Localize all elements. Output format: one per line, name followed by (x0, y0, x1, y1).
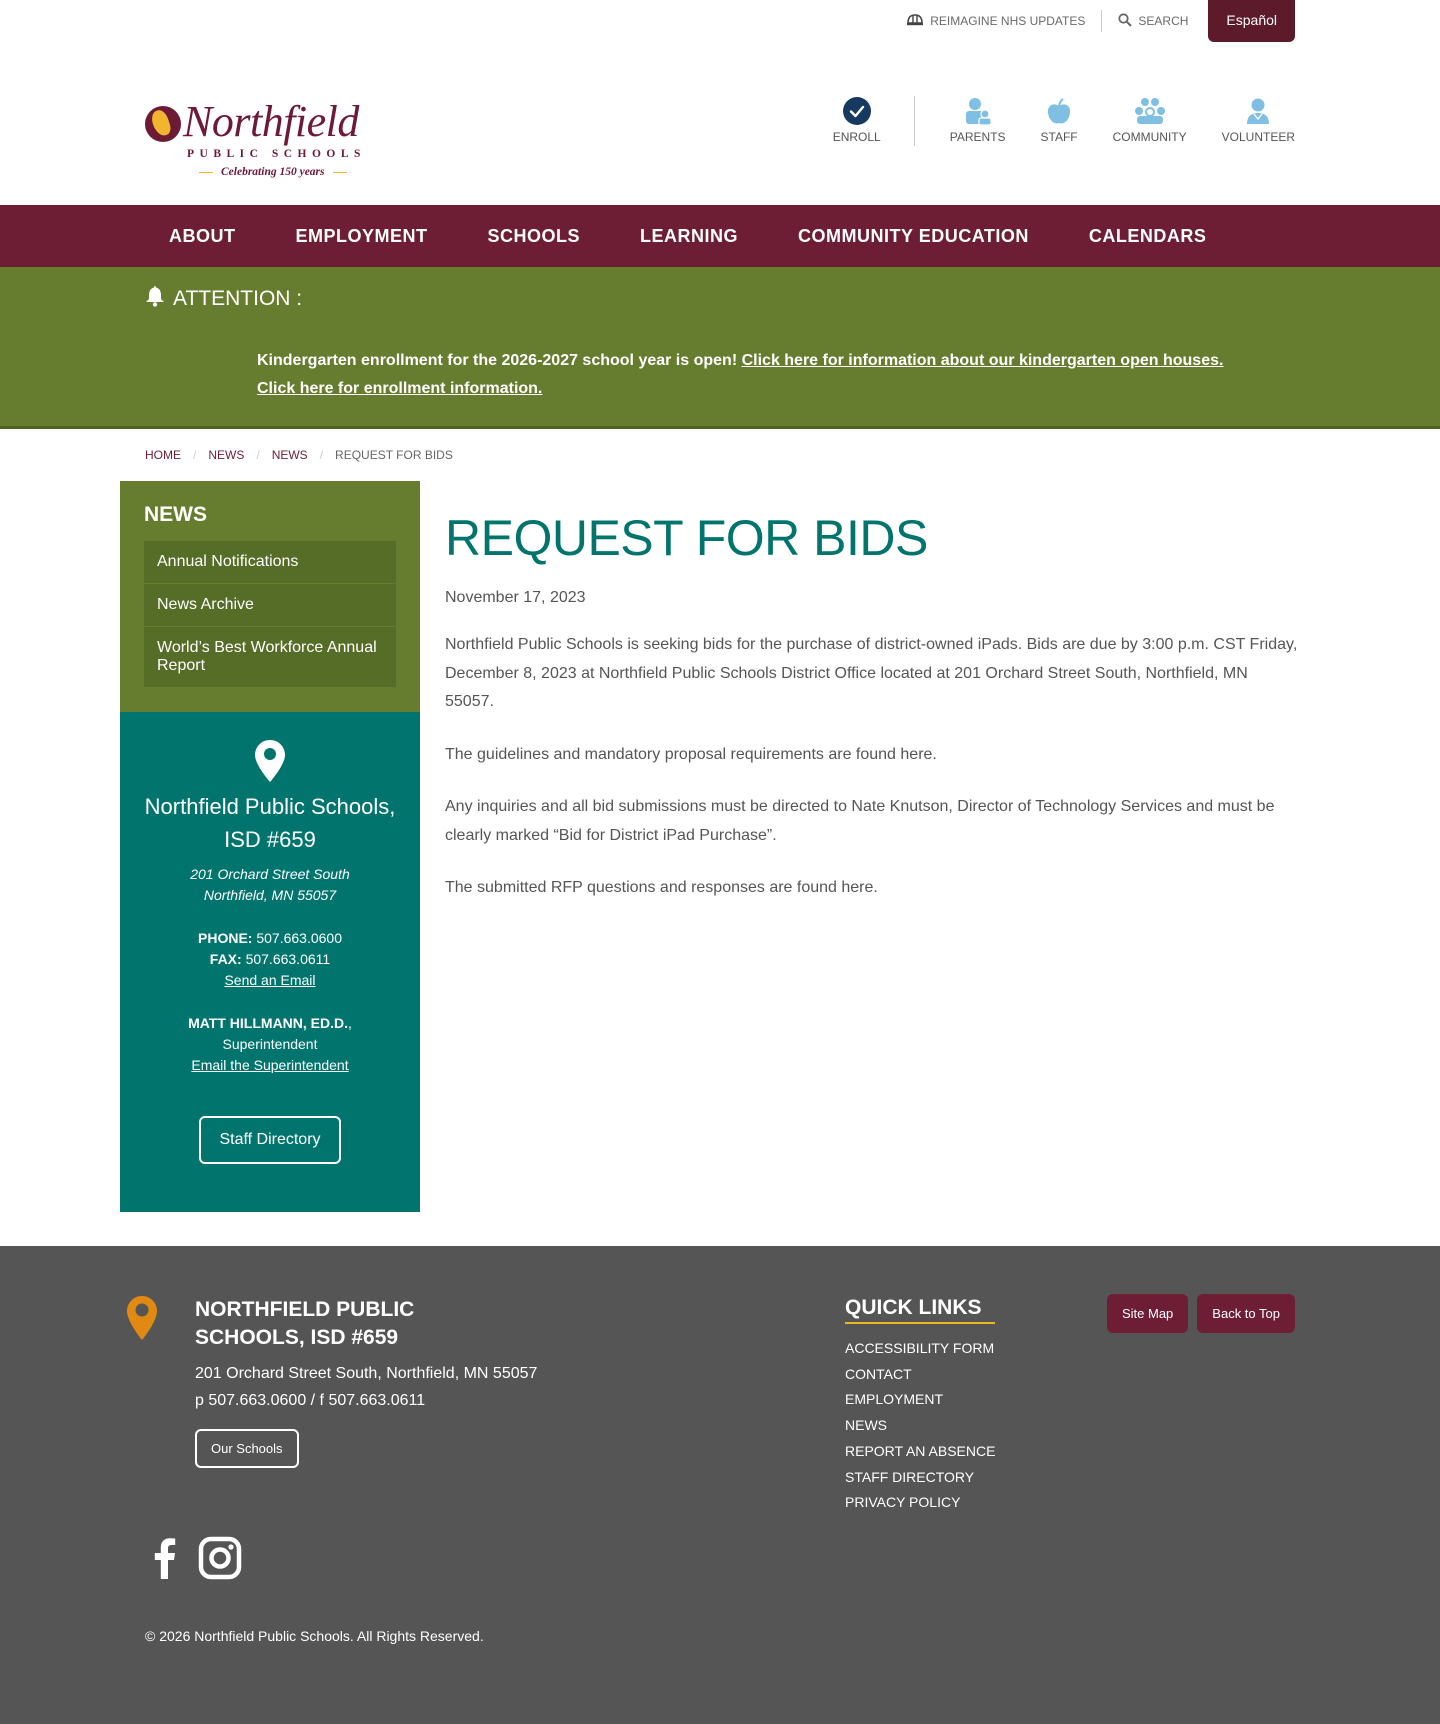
check-circle-icon (842, 96, 872, 126)
article (445, 481, 1300, 903)
nav-schools[interactable]: SCHOOLS (487, 225, 581, 246)
phone-label: PHONE: (198, 930, 253, 946)
superintendent-title: Superintendent (222, 1036, 318, 1052)
audience-parents[interactable] (950, 96, 1006, 144)
page-content (0, 481, 1440, 1246)
fax-value: 507.663.0611 (241, 951, 331, 967)
audience-volunteer[interactable] (1222, 96, 1295, 144)
article-paragraph: Northfield Public Schools is seeking bids for the purchase of district-owned iPads. Bids are due by 3:00 p.m. CST Friday, December 8, 2023 at Northfield Public Schools District Office located at 201 Orchard Street South, Northfield, MN 55057. (445, 636, 1298, 710)
alert-title-text: ATTENTION : (173, 287, 303, 310)
back-to-top-button[interactable]: Back to Top (1197, 1294, 1295, 1333)
logo-wordmark: Northfield (183, 97, 359, 146)
audience-label: STAFF (1040, 130, 1078, 144)
breadcrumb-news-sub[interactable]: NEWS (271, 448, 308, 462)
audience-staff[interactable] (1041, 96, 1078, 144)
quick-links (845, 1296, 995, 1516)
sidebar-contact-card (120, 712, 420, 1212)
quick-link-contact[interactable]: CONTACT (845, 1365, 912, 1382)
article-paragraph: The guidelines and mandatory proposal requirements are found here. (445, 745, 937, 763)
alert-title (145, 285, 302, 313)
footer-address (195, 1360, 537, 1414)
volunteer-icon (1243, 96, 1273, 126)
contact-address (140, 864, 400, 906)
map-pin-icon (127, 1296, 157, 1345)
footer-phones: p 507.663.0600 / f 507.663.0611 (195, 1392, 426, 1409)
alert-message-text: Kindergarten enrollment for the 2026-2027 school year is open! (257, 352, 742, 369)
audience-divider (914, 96, 915, 146)
fax-label: FAX: (209, 951, 242, 967)
contact-org-name: Northfield Public Schools, ISD #659 (144, 794, 396, 852)
audience-nav (833, 96, 1295, 146)
audience-label: ENROLL (832, 130, 881, 144)
nav-about[interactable]: ABOUT (169, 225, 236, 246)
social-links (152, 1536, 242, 1585)
our-schools-button[interactable]: Our Schools (195, 1429, 299, 1468)
facebook-icon[interactable] (152, 1537, 176, 1584)
hard-hat-icon (906, 13, 924, 30)
audience-label: VOLUNTEER (1221, 130, 1295, 144)
instagram-icon[interactable] (198, 1536, 242, 1585)
article-paragraph: Any inquiries and all bid submissions must be directed to Nate Knutson, Director of Technology Services and must be clearly marked “Bid for District iPad Purchase”. (445, 798, 1275, 844)
bell-icon (145, 285, 165, 313)
enrollment-info-link[interactable]: Click here for enrollment information. (257, 380, 543, 397)
footer-org-name (195, 1296, 525, 1352)
breadcrumb-news[interactable]: NEWS (208, 448, 245, 462)
torch-logo-icon (145, 106, 181, 142)
utility-bar (0, 0, 1440, 46)
email-superintendent-link[interactable]: Email the Superintendent (191, 1057, 349, 1073)
article-date: November 17, 2023 (445, 589, 586, 606)
map-pin-icon (255, 740, 285, 782)
sidebar-item-annual-notifications[interactable]: Annual Notifications (157, 553, 299, 570)
sidebar-news-section (120, 481, 420, 712)
audience-label: COMMUNITY (1112, 130, 1187, 144)
quick-link-accessibility-form[interactable]: ACCESSIBILITY FORM (845, 1340, 995, 1356)
reimagine-label: REIMAGINE NHS UPDATES (930, 14, 1086, 28)
contact-phones (140, 928, 400, 991)
contact-address-line2: Northfield, MN 55057 (203, 887, 337, 903)
search-icon (1118, 13, 1132, 30)
sidebar-item-news-archive[interactable]: News Archive (157, 596, 254, 613)
staff-directory-button[interactable]: Staff Directory (199, 1116, 340, 1164)
breadcrumb-separator: / (256, 448, 260, 462)
nav-employment[interactable]: EMPLOYMENT (295, 225, 428, 246)
language-espanol-button[interactable]: Español (1208, 0, 1295, 42)
audience-label: PARENTS (949, 130, 1006, 144)
apple-icon (1044, 96, 1074, 126)
superintendent-name: MATT HILLMANN, ED.D. (188, 1015, 349, 1031)
breadcrumb-separator: / (319, 448, 324, 462)
footer-org-text: NORTHFIELD PUBLIC SCHOOLS, ISD #659 (195, 1298, 415, 1349)
quick-link-staff-directory[interactable]: STAFF DIRECTORY (845, 1468, 975, 1485)
copyright: © 2026 Northfield Public Schools. All Rights Reserved. (145, 1628, 484, 1644)
alert-message (257, 347, 1297, 403)
phone-value: 507.663.0600 (252, 930, 342, 946)
search-label: SEARCH (1138, 14, 1189, 28)
superintendent-info: MATT HILLMANN, ED.D., Superintendent Email the Superintendent (140, 1013, 400, 1076)
kindergarten-open-houses-link[interactable]: Click here for information about our kindergarten open houses. (741, 352, 1224, 369)
nav-calendars[interactable]: CALENDARS (1088, 225, 1207, 246)
breadcrumb (0, 429, 1440, 481)
send-email-link[interactable]: Send an Email (224, 972, 316, 988)
logo-tagline: Celebrating 150 years (191, 166, 355, 178)
article-paragraph: The submitted RFP questions and responses are found here. (445, 879, 878, 896)
quick-links-title: QUICK LINKS (845, 1296, 995, 1324)
main-nav (0, 205, 1440, 267)
audience-enroll[interactable] (833, 96, 881, 144)
reimagine-link[interactable] (906, 13, 1085, 30)
sidebar-title: NEWS (144, 503, 207, 526)
sidebar (120, 481, 420, 1212)
utility-divider (1101, 10, 1102, 32)
quick-link-news[interactable]: NEWS (845, 1417, 887, 1434)
quick-link-report-absence[interactable]: REPORT AN ABSENCE (845, 1442, 996, 1459)
site-logo[interactable] (145, 96, 405, 176)
breadcrumb-home[interactable]: HOME (145, 448, 181, 462)
quick-link-privacy-policy[interactable]: PRIVACY POLICY (845, 1494, 961, 1511)
page-title: REQUEST FOR BIDS (445, 510, 928, 566)
footer-address-line: 201 Orchard Street South, Northfield, MN 55057 (195, 1365, 538, 1382)
logo-subtitle: PUBLIC SCHOOLS (187, 148, 366, 160)
site-header (0, 46, 1440, 205)
parents-icon (963, 96, 993, 126)
search-link[interactable] (1118, 13, 1188, 30)
community-icon (1135, 96, 1165, 126)
footer-actions (1107, 1294, 1295, 1333)
attention-alert (0, 267, 1440, 429)
contact-address-line1: 201 Orchard Street South (190, 866, 350, 882)
site-footer (0, 1246, 1440, 1724)
nav-community-education[interactable]: COMMUNITY EDUCATION (798, 225, 1029, 246)
breadcrumb-separator: / (193, 448, 197, 462)
quick-link-employment[interactable]: EMPLOYMENT (845, 1391, 944, 1408)
sidebar-item-worlds-best-workforce[interactable]: World’s Best Workforce Annual Report (157, 639, 377, 674)
nav-learning[interactable]: LEARNING (640, 225, 739, 246)
site-map-button[interactable]: Site Map (1107, 1294, 1188, 1333)
audience-community[interactable] (1113, 96, 1187, 144)
breadcrumb-current: REQUEST FOR BIDS (335, 448, 453, 462)
